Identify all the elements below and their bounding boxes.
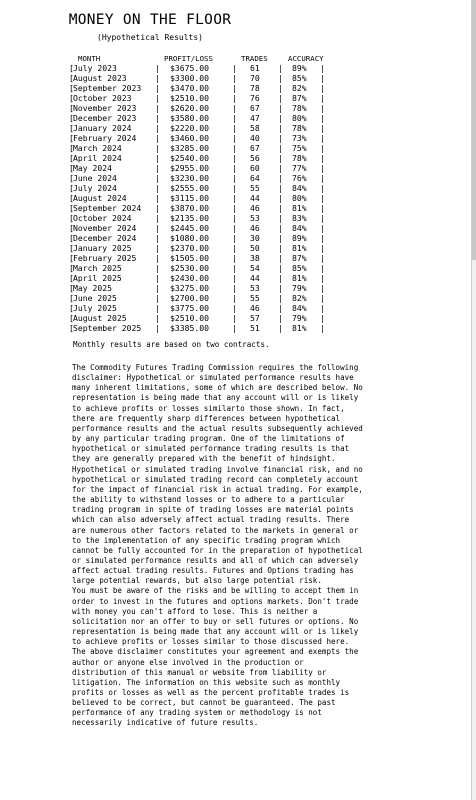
disclaimer-line: with money you can't afford to lose. This is neither a [72, 606, 318, 616]
month-cell: March 2025 [73, 263, 122, 273]
trades-cell: 53 [250, 283, 260, 293]
trades-cell: 53 [250, 213, 260, 223]
header-trades: TRADES [241, 54, 268, 63]
accuracy-cell: 73% [292, 133, 307, 143]
column-divider: | [232, 253, 237, 263]
row-bracket: [ [69, 133, 74, 143]
profit-loss-cell: $2370.00 [170, 243, 209, 253]
disclaimer-line: the ability to withstand losses or to adhere to a particular [72, 495, 345, 505]
trades-cell: 67 [250, 143, 260, 153]
profit-loss-cell: $2220.00 [170, 123, 209, 133]
column-divider: | [278, 233, 283, 243]
accuracy-cell: 82% [292, 293, 307, 303]
month-cell: June 2024 [73, 173, 117, 183]
profit-loss-cell: $3275.00 [170, 283, 209, 293]
trades-cell: 58 [250, 123, 260, 133]
column-divider: | [155, 213, 160, 223]
trades-cell: 78 [250, 83, 260, 93]
month-cell: March 2024 [73, 143, 122, 153]
column-divider: | [232, 173, 237, 183]
accuracy-cell: 84% [292, 223, 307, 233]
column-divider: | [155, 193, 160, 203]
column-divider: | [155, 223, 160, 233]
accuracy-cell: 81% [292, 273, 307, 283]
column-divider: | [278, 163, 283, 173]
column-divider: | [232, 93, 237, 103]
column-divider: | [320, 303, 325, 313]
column-divider: | [320, 113, 325, 123]
disclaimer-line: Hypothetical or simulated trading involve financial risk, and no [72, 464, 363, 474]
column-divider: | [155, 313, 160, 323]
header-accuracy: ACCURACY [288, 54, 324, 63]
profit-loss-cell: $3470.00 [170, 83, 209, 93]
trades-cell: 38 [250, 253, 260, 263]
row-bracket: [ [69, 213, 74, 223]
profit-loss-cell: $2445.00 [170, 223, 209, 233]
row-bracket: [ [69, 273, 74, 283]
disclaimer-line: cannot be fully accounted for in the preparation of hypothetical [72, 545, 363, 555]
column-divider: | [320, 73, 325, 83]
column-divider: | [278, 183, 283, 193]
column-divider: | [232, 113, 237, 123]
trades-cell: 54 [250, 263, 260, 273]
profit-loss-cell: $1505.00 [170, 253, 209, 263]
column-divider: | [278, 173, 283, 183]
month-cell: September 2023 [73, 83, 142, 93]
accuracy-cell: 83% [292, 213, 307, 223]
profit-loss-cell: $3230.00 [170, 173, 209, 183]
column-divider: | [155, 183, 160, 193]
accuracy-cell: 85% [292, 73, 307, 83]
month-cell: September 2024 [73, 203, 142, 213]
column-divider: | [278, 113, 283, 123]
column-divider: | [320, 193, 325, 203]
row-bracket: [ [69, 163, 74, 173]
disclaimer-line: trading program in spite of trading losses are material points [72, 505, 354, 515]
disclaimer-line: which can also adversely affect actual trading results. There [72, 515, 350, 525]
column-divider: | [320, 93, 325, 103]
accuracy-cell: 80% [292, 113, 307, 123]
column-divider: | [278, 73, 283, 83]
disclaimer-line: solicitation nor an offer to buy or sell futures or options. No [72, 616, 359, 626]
profit-loss-cell: $2555.00 [170, 183, 209, 193]
trades-cell: 64 [250, 173, 260, 183]
column-divider: | [232, 203, 237, 213]
accuracy-cell: 85% [292, 263, 307, 273]
column-divider: | [155, 203, 160, 213]
row-bracket: [ [69, 113, 74, 123]
disclaimer-line: You must be aware of the risks and be willing to accept them in [72, 586, 359, 596]
scrollbar-thumb[interactable] [472, 0, 476, 260]
disclaimer-line: are numerous other factors related to the markets in general or [72, 525, 359, 535]
column-divider: | [320, 183, 325, 193]
column-divider: | [320, 323, 325, 333]
profit-loss-cell: $3285.00 [170, 143, 209, 153]
accuracy-cell: 80% [292, 193, 307, 203]
profit-loss-cell: $3300.00 [170, 73, 209, 83]
month-cell: November 2023 [73, 103, 137, 113]
accuracy-cell: 81% [292, 203, 307, 213]
column-divider: | [155, 273, 160, 283]
profit-loss-cell: $1080.00 [170, 233, 209, 243]
profit-loss-cell: $3580.00 [170, 113, 209, 123]
cftc-disclaimer [72, 363, 464, 729]
trades-cell: 55 [250, 183, 260, 193]
row-bracket: [ [69, 73, 74, 83]
column-divider: | [320, 143, 325, 153]
month-cell: January 2025 [73, 243, 132, 253]
trades-cell: 67 [250, 103, 260, 113]
profit-loss-cell: $2135.00 [170, 213, 209, 223]
column-divider: | [155, 243, 160, 253]
row-bracket: [ [69, 123, 74, 133]
trades-cell: 46 [250, 203, 260, 213]
column-divider: | [278, 263, 283, 273]
column-divider: | [155, 73, 160, 83]
column-divider: | [278, 213, 283, 223]
row-bracket: [ [69, 193, 74, 203]
column-divider: | [232, 153, 237, 163]
trades-cell: 60 [250, 163, 260, 173]
column-divider: | [320, 273, 325, 283]
trades-cell: 57 [250, 313, 260, 323]
disclaimer-line: to achieve profits or losses similar to those discussed here. [72, 637, 350, 647]
column-divider: | [155, 143, 160, 153]
accuracy-cell: 81% [292, 323, 307, 333]
row-bracket: [ [69, 303, 74, 313]
column-divider: | [320, 223, 325, 233]
profit-loss-cell: $2955.00 [170, 163, 209, 173]
disclaimer-line: representation is being made that any account will or is likely [72, 627, 359, 637]
profit-loss-cell: $2540.00 [170, 153, 209, 163]
month-cell: February 2025 [73, 253, 137, 263]
trades-cell: 30 [250, 233, 260, 243]
month-cell: July 2024 [73, 183, 117, 193]
column-divider: | [232, 83, 237, 93]
column-divider: | [278, 323, 283, 333]
column-divider: | [232, 293, 237, 303]
profit-loss-cell: $3115.00 [170, 193, 209, 203]
column-divider: | [232, 263, 237, 273]
column-divider: | [278, 153, 283, 163]
accuracy-cell: 89% [292, 233, 307, 243]
disclaimer-line: performance of any trading system or methodology is not [72, 708, 322, 718]
row-bracket: [ [69, 93, 74, 103]
accuracy-cell: 78% [292, 153, 307, 163]
accuracy-cell: 87% [292, 93, 307, 103]
disclaimer-line: hypothetical or simulated performance trading results is that [72, 444, 350, 454]
row-bracket: [ [69, 173, 74, 183]
month-cell: February 2024 [73, 133, 137, 143]
column-divider: | [232, 143, 237, 153]
row-bracket: [ [69, 283, 74, 293]
month-cell: September 2025 [73, 323, 142, 333]
column-divider: | [278, 293, 283, 303]
row-bracket: [ [69, 63, 74, 73]
row-bracket: [ [69, 233, 74, 243]
column-divider: | [320, 123, 325, 133]
month-cell: October 2024 [73, 213, 132, 223]
column-divider: | [320, 243, 325, 253]
month-cell: June 2025 [73, 293, 117, 303]
profit-loss-cell: $3775.00 [170, 303, 209, 313]
trades-cell: 76 [250, 93, 260, 103]
disclaimer-line: to achieve profits or losses similarto those shown. In fact, [72, 403, 345, 413]
column-divider: | [320, 203, 325, 213]
column-divider: | [155, 323, 160, 333]
column-divider: | [232, 133, 237, 143]
column-divider: | [155, 283, 160, 293]
month-cell: April 2025 [73, 273, 122, 283]
month-cell: April 2024 [73, 153, 122, 163]
disclaimer-line: believed to be correct, but cannot be guaranteed. The past [72, 698, 336, 708]
trades-cell: 56 [250, 153, 260, 163]
column-divider: | [232, 73, 237, 83]
contracts-note: Monthly results are based on two contracts. [73, 340, 270, 349]
trades-cell: 70 [250, 73, 260, 83]
column-divider: | [278, 133, 283, 143]
trades-cell: 51 [250, 323, 260, 333]
accuracy-cell: 75% [292, 143, 307, 153]
column-divider: | [155, 233, 160, 243]
column-divider: | [278, 93, 283, 103]
column-divider: | [232, 193, 237, 203]
trades-cell: 46 [250, 223, 260, 233]
trades-cell: 40 [250, 133, 260, 143]
column-divider: | [155, 123, 160, 133]
column-divider: | [155, 83, 160, 93]
row-bracket: [ [69, 143, 74, 153]
column-divider: | [320, 263, 325, 273]
row-bracket: [ [69, 323, 74, 333]
month-cell: December 2024 [73, 233, 137, 243]
row-bracket: [ [69, 313, 74, 323]
profit-loss-cell: $3460.00 [170, 133, 209, 143]
column-divider: | [155, 293, 160, 303]
disclaimer-line: author or anyone else involved in the production or [72, 657, 304, 667]
column-divider: | [278, 303, 283, 313]
disclaimer-line: they are generally prepared with the benefit of hindsight. [72, 454, 336, 464]
column-divider: | [278, 63, 283, 73]
row-bracket: [ [69, 253, 74, 263]
column-divider: | [320, 293, 325, 303]
row-bracket: [ [69, 83, 74, 93]
trades-cell: 46 [250, 303, 260, 313]
row-bracket: [ [69, 203, 74, 213]
disclaimer-line: profits or losses as well as the percent profitable trades is [72, 688, 350, 697]
column-divider: | [320, 63, 325, 73]
column-divider: | [320, 83, 325, 93]
column-divider: | [155, 163, 160, 173]
vertical-scrollbar[interactable] [472, 0, 476, 800]
column-divider: | [278, 313, 283, 323]
disclaimer-line: by any particular trading program. One of the limitations of [72, 434, 345, 444]
accuracy-cell: 77% [292, 163, 307, 173]
disclaimer-line: disclaimer: Hypothetical or simulated performance results have [72, 373, 354, 383]
column-divider: | [278, 143, 283, 153]
column-divider: | [155, 153, 160, 163]
accuracy-cell: 82% [292, 83, 307, 93]
month-cell: August 2024 [73, 193, 127, 203]
profit-loss-cell: $2620.00 [170, 103, 209, 113]
disclaimer-line: or simulated performance results and all of which can adversely [72, 555, 359, 565]
disclaimer-line: The above disclaimer constitutes your agreement and exempts the [72, 647, 359, 657]
disclaimer-line: to the implementation of any specific trading program which [72, 535, 341, 545]
column-divider: | [155, 93, 160, 103]
trades-cell: 55 [250, 293, 260, 303]
disclaimer-line: litigation. The information on this website such as monthly [72, 677, 341, 687]
header-month: MONTH [78, 54, 101, 63]
disclaimer-line: large potential rewards, but also large potential risk. [72, 576, 322, 586]
column-divider: | [232, 283, 237, 293]
accuracy-cell: 78% [292, 103, 307, 113]
column-divider: | [232, 233, 237, 243]
column-divider: | [320, 153, 325, 163]
column-divider: | [320, 253, 325, 263]
accuracy-cell: 79% [292, 283, 307, 293]
trades-cell: 47 [250, 113, 260, 123]
column-divider: | [320, 283, 325, 293]
column-divider: | [278, 83, 283, 93]
column-divider: | [155, 263, 160, 273]
column-divider: | [232, 223, 237, 233]
row-bracket: [ [69, 183, 74, 193]
column-divider: | [155, 63, 160, 73]
column-divider: | [320, 233, 325, 243]
disclaimer-line: representation is being made that any account will or is likely [72, 393, 359, 403]
column-divider: | [320, 103, 325, 113]
month-cell: December 2023 [73, 113, 137, 123]
column-divider: | [278, 203, 283, 213]
accuracy-cell: 84% [292, 183, 307, 193]
month-cell: August 2025 [73, 313, 127, 323]
column-divider: | [278, 283, 283, 293]
profit-loss-cell: $2530.00 [170, 263, 209, 273]
row-bracket: [ [69, 293, 74, 303]
column-divider: | [232, 63, 237, 73]
profit-loss-cell: $2430.00 [170, 273, 209, 283]
profit-loss-cell: $3870.00 [170, 203, 209, 213]
column-divider: | [320, 163, 325, 173]
disclaimer-line: order to invest in the futures and options markets. Don't trade [72, 596, 359, 606]
trades-cell: 44 [250, 273, 260, 283]
column-divider: | [278, 193, 283, 203]
accuracy-cell: 87% [292, 253, 307, 263]
row-bracket: [ [69, 103, 74, 113]
disclaimer-line: performance results and the actual results subsequently achieved [72, 423, 363, 433]
trades-cell: 44 [250, 193, 260, 203]
month-cell: January 2024 [73, 123, 132, 133]
column-divider: | [232, 323, 237, 333]
profit-loss-cell: $3385.00 [170, 323, 209, 333]
page-subtitle: (Hypothetical Results) [97, 33, 203, 42]
column-divider: | [155, 303, 160, 313]
disclaimer-line: hypothetical or simulated trading record can completely account [72, 474, 359, 484]
disclaimer-line: necessarily indicative of future results. [72, 718, 259, 728]
disclaimer-line: many inherent limitations, some of which are described below. No [72, 383, 363, 393]
trades-cell: 50 [250, 243, 260, 253]
column-divider: | [278, 123, 283, 133]
column-divider: | [155, 253, 160, 263]
column-divider: | [232, 163, 237, 173]
profit-loss-cell: $3675.00 [170, 63, 209, 73]
trades-cell: 61 [250, 63, 260, 73]
disclaimer-line: there are frequently sharp differences between hypothetical [72, 413, 341, 423]
column-divider: | [232, 303, 237, 313]
column-divider: | [278, 223, 283, 233]
row-bracket: [ [69, 223, 74, 233]
header-profit-loss: PROFIT/LOSS [164, 54, 213, 63]
profit-loss-cell: $2510.00 [170, 93, 209, 103]
column-divider: | [232, 273, 237, 283]
accuracy-cell: 81% [292, 243, 307, 253]
month-cell: May 2025 [73, 283, 112, 293]
column-divider: | [320, 133, 325, 143]
column-divider: | [278, 243, 283, 253]
disclaimer-line: The Commodity Futures Trading Commission requires the following [72, 363, 359, 372]
row-bracket: [ [69, 263, 74, 273]
column-divider: | [155, 113, 160, 123]
disclaimer-line: for the impact of financial risk in actual trading. For example, [72, 484, 363, 494]
page-title: MONEY ON THE FLOOR [68, 12, 232, 28]
column-divider: | [155, 173, 160, 183]
month-cell: July 2025 [73, 303, 117, 313]
month-cell: October 2023 [73, 93, 132, 103]
accuracy-cell: 79% [292, 313, 307, 323]
column-divider: | [232, 313, 237, 323]
column-divider: | [278, 253, 283, 263]
column-divider: | [155, 103, 160, 113]
column-divider: | [278, 103, 283, 113]
month-cell: July 2023 [73, 63, 117, 73]
column-divider: | [320, 313, 325, 323]
column-divider: | [278, 273, 283, 283]
column-divider: | [232, 103, 237, 113]
column-divider: | [320, 213, 325, 223]
accuracy-cell: 89% [292, 63, 307, 73]
column-divider: | [232, 123, 237, 133]
row-bracket: [ [69, 243, 74, 253]
month-cell: November 2024 [73, 223, 137, 233]
profit-loss-cell: $2510.00 [170, 313, 209, 323]
column-divider: | [155, 133, 160, 143]
disclaimer-line: affect actual trading results. Futures and Options trading has [72, 566, 354, 576]
column-divider: | [232, 213, 237, 223]
disclaimer-line: distribution of this manual or website from liability or [72, 667, 327, 677]
column-divider: | [320, 173, 325, 183]
accuracy-cell: 84% [292, 303, 307, 313]
accuracy-cell: 78% [292, 123, 307, 133]
accuracy-cell: 76% [292, 173, 307, 183]
month-cell: May 2024 [73, 163, 112, 173]
column-divider: | [232, 183, 237, 193]
column-divider: | [232, 243, 237, 253]
row-bracket: [ [69, 153, 74, 163]
month-cell: August 2023 [73, 73, 127, 83]
profit-loss-cell: $2700.00 [170, 293, 209, 303]
